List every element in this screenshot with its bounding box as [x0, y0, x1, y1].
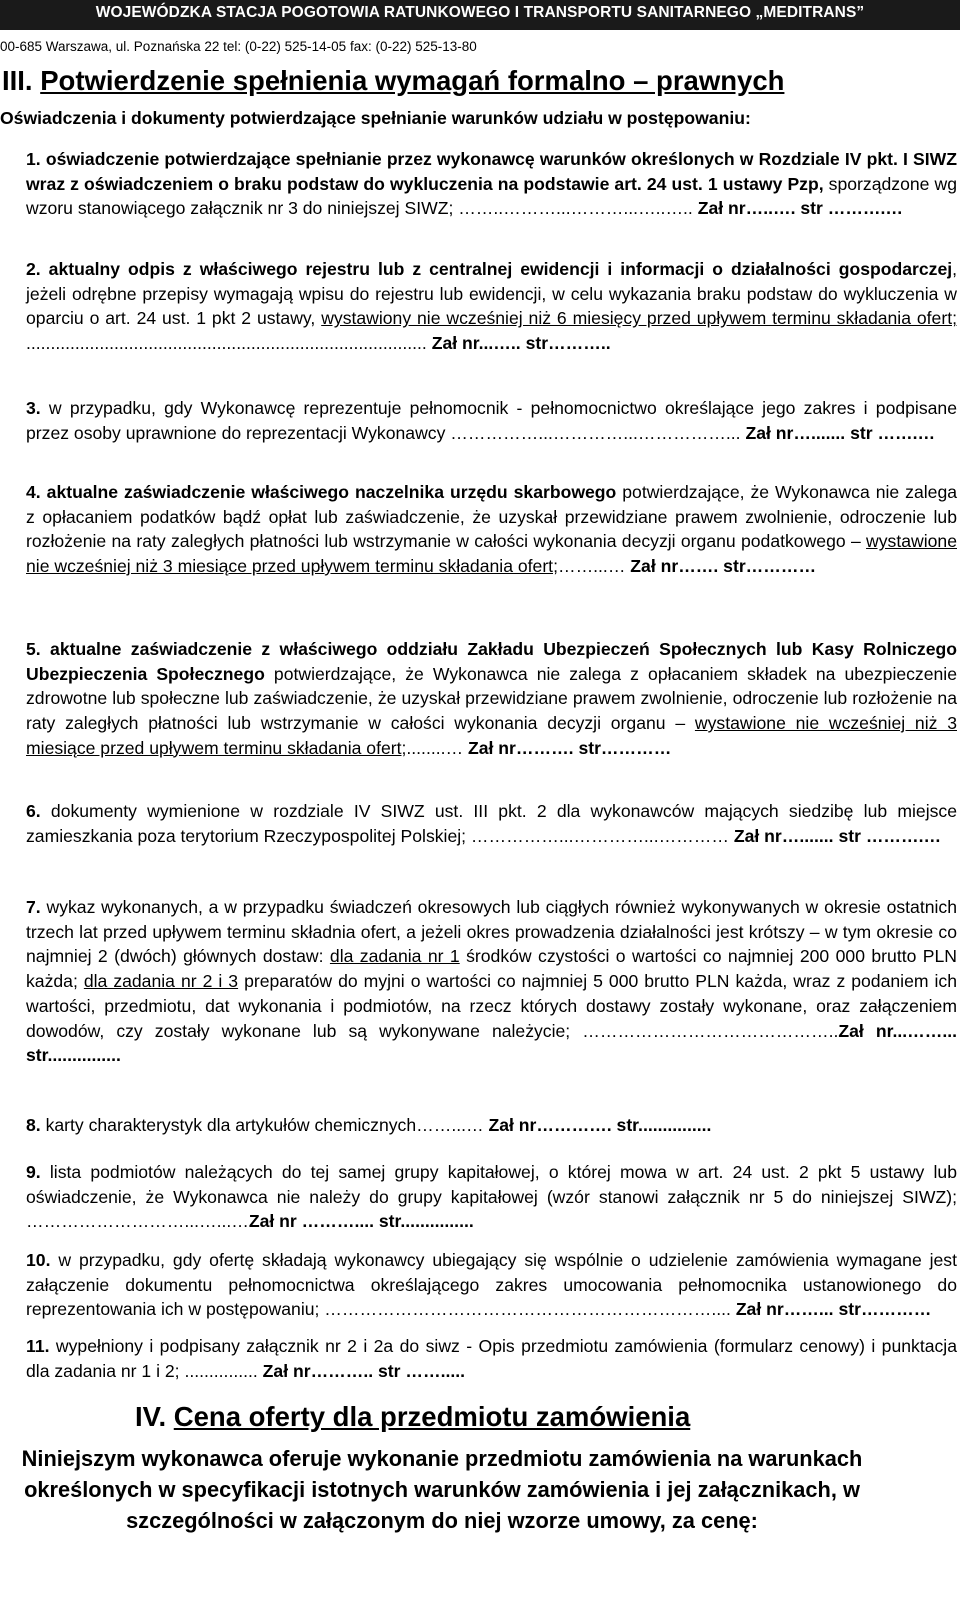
item-text: środków czystości o wartości co najmniej 200 000 brutto PLN każda; — [26, 946, 958, 992]
list-item-10 — [26, 1248, 957, 1322]
item-dots: .................................................................................. — [26, 333, 427, 354]
item-text: wypełniony i podpisany załącznik nr 2 i 2a do siwz - Opis przedmiotu zamówienia (formularz cenowy) i punktacja dla zadania nr 1 i 2; ............... — [26, 1336, 957, 1381]
item-bold-text: aktualny odpis z właściwego rejestru lub z centralnej ewidencji i informacji o działalności gospodarczej — [48, 259, 953, 279]
item-bold-text: aktualne zaświadczenie właściwego naczelnika urzędu skarbowego — [46, 482, 617, 502]
item-bold-text: oświadczenie potwierdzające spełnianie przez wykonawcę warunków określonych w Rozdziale IV pkt. I SIWZ wraz z oświadczeniem o braku podstaw do wykluczenia na podstawie art. 24 ust. 1 ustawy Pzp, — [26, 149, 958, 194]
item-underlined-text: dla zadania nr 1 — [329, 946, 460, 967]
item-dots: ........… — [406, 737, 464, 758]
item-underlined-text: wystawione nie wcześniej niż 3 miesiące przed upływem terminu składania ofert; — [26, 531, 957, 577]
item-dots: ……...… — [557, 556, 626, 577]
section-4-heading — [135, 1400, 690, 1434]
list-item-2 — [26, 257, 957, 356]
closing-statement: Niniejszym wykonawca oferuje wykonanie przedmiotu zamówienia na warunkach określonych w specyfikacji istotnych warunków zamówienia i jej załącznikach, w szczególności w załączonym do niej wzorze umowy, za cenę: — [21, 1446, 863, 1533]
item-ref: Zał nr……….. str ……..... — [262, 1360, 466, 1381]
item-text: sporządzone wg wzoru stanowiącego załącznik nr 3 do niniejszej SIWZ; ……..………...………...…..….. — [26, 173, 957, 219]
list-item-5 — [26, 637, 957, 761]
item-number: 2. — [26, 259, 41, 279]
list-item-6 — [26, 799, 957, 848]
item-text: , jeżeli odrębne przepisy wymagają wpisu do rejestru lub ewidencji, w celu wykazania braku podstaw do wykluczenia w oparciu o art. 24 ust. 1 pkt 2 ustawy, — [26, 259, 958, 329]
item-number: 6. — [26, 801, 41, 821]
list-item-8 — [26, 1113, 957, 1138]
item-text: karty charakterystyk dla artykułów chemicznych……...… — [40, 1115, 489, 1135]
item-underlined-text: dla zadania nr 2 i 3 — [83, 971, 239, 992]
section-4-title: Cena oferty dla przedmiotu zamówienia — [173, 1401, 691, 1432]
item-number: 1. — [26, 149, 41, 169]
item-text: preparatów do myjni o wartości co najmniej 5 000 brutto PLN każda, wraz z podaniem ich wartości, przedmiotu, dat wykonania i podmiotów, na rzecz których dostawy zostały wykonane, oraz załączeniem dowodów, czy zostały wykonane lub są wykonywane należycie; …………………………………….. — [26, 971, 958, 1041]
item-ref: Zał nr...….. str……….. — [426, 333, 611, 354]
item-ref: Zał nr…..…. str ……….… — [697, 198, 903, 219]
list-item-3 — [26, 396, 957, 445]
item-number: 9. — [26, 1162, 41, 1182]
list-item-9 — [26, 1160, 957, 1234]
item-bold-text: aktualne zaświadczenie z właściwego oddziału Zakładu Ubezpieczeń Społecznych lub Kasy Rolniczego Ubezpieczenia Społecznego — [26, 639, 957, 684]
list-item-7 — [26, 895, 957, 1068]
section-4-number: IV. — [135, 1401, 167, 1432]
item-ref: Zał nr…………. str............... — [488, 1115, 712, 1135]
item-ref: Zał nr…....... str …….… — [745, 422, 936, 443]
item-text: potwierdzające, że Wykonawca nie zalega z opłacaniem podatków bądź opłat lub zaświadczenie, że uzyskał przewidziane prawem zwolnienie, odroczenie lub rozłożenie na raty zaległych płatności lub wstrzymanie w całości wykonania decyzji organu podatkowego – — [26, 482, 958, 552]
item-text: potwierdzające, że Wykonawca nie zalega z opłacaniem składek na ubezpieczenie zdrowotne lub społeczne lub zaświadczenie, że uzyskał przewidziane prawem zwolnienie, odroczenie lub rozłożenie na raty zaległych płatności lub wstrzymanie w całości wykonania decyzji organu – — [26, 663, 957, 734]
item-number: 11. — [26, 1336, 50, 1356]
item-number: 10. — [26, 1250, 51, 1270]
item-ref: Zał nr…....... str ……….… — [733, 825, 942, 846]
item-ref: Zał nr……... str………… — [735, 1299, 932, 1320]
item-text: wykaz wykonanych, a w przypadku świadczeń okresowych lub ciągłych również wykonywanych w okresie ostatnich trzech lat przed upływem terminu składnia ofert, a jeżeli okres prowadzenia działalności jest krótszy – w tym okresie co najmniej 2 (dwóch) głównych dostaw: — [26, 897, 957, 967]
item-number: 5. — [26, 639, 41, 659]
header-address: 00-685 Warszawa, ul. Poznańska 22 tel: (0-22) 525-14-05 fax: (0-22) 525-13-80 — [0, 30, 960, 60]
item-number: 3. — [26, 398, 41, 418]
list-item-11 — [26, 1334, 957, 1383]
header-institution: WOJEWÓDZKA STACJA POGOTOWIA RATUNKOWEGO I TRANSPORTU SANITARNEGO „MEDITRANS” — [0, 0, 960, 30]
item-ref: Zał nr...……... str............... — [26, 1020, 957, 1066]
item-text: w przypadku, gdy ofertę składają wykonawcy ubiegający się wspólnie o udzielenie zamówienia wymagane jest załączenie dokumentu pełnomocnictwa określającego zakres umocowania pełnomocnika ustanowionego do reprezentowania ich w postępowaniu; ………………………………………………………….... — [26, 1250, 957, 1320]
item-text: w przypadku, gdy Wykonawcę reprezentuje pełnomocnik - pełnomocnictwo określające jego zakres i podpisane przez osoby uprawnione do reprezentacji Wykonawcy ……………...…………...……………... — [26, 398, 957, 443]
item-underlined-text: wystawiony nie wcześniej niż 6 miesięcy przed upływem terminu składania ofert; — [321, 308, 957, 329]
section-3-heading — [0, 64, 960, 98]
item-ref: Zał nr………. str………… — [463, 737, 672, 758]
section-3-number: III. — [2, 65, 33, 96]
item-underlined-text: wystawione nie wcześniej niż 3 miesiące przed upływem terminu składania ofert; — [26, 713, 957, 758]
item-ref: Zał nr ……….... str............... — [248, 1211, 474, 1232]
item-ref: Zał nr……. str………… — [625, 556, 817, 577]
item-number: 7. — [26, 897, 41, 917]
item-text: lista podmiotów należących do tej samej grupy kapitałowej, o której mowa w art. 24 ust. 2 pkt 5 ustawy lub oświadczenie, że Wykonawca nie należy do grupy kapitałowej (wzór stanowi załącznik nr 5 do niniejszej SIWZ); ………………………...…...… — [26, 1162, 957, 1232]
list-item-4 — [26, 480, 957, 579]
section-3-title: Potwierdzenie spełnienia wymagań formalno – prawnych — [40, 65, 785, 96]
item-text: dokumenty wymienione w rozdziale IV SIWZ ust. III pkt. 2 dla wykonawców mających siedzibę lub miejsce zamieszkania poza terytorium Rzeczypospolitej Polskiej; ……………...…………...………… — [26, 801, 958, 846]
list-item-1 — [26, 147, 957, 221]
item-number: 4. — [26, 482, 41, 502]
item-number: 8. — [26, 1115, 41, 1135]
intro-text: Oświadczenia i dokumenty potwierdzające spełnianie warunków udziału w postępowaniu: — [0, 108, 751, 128]
